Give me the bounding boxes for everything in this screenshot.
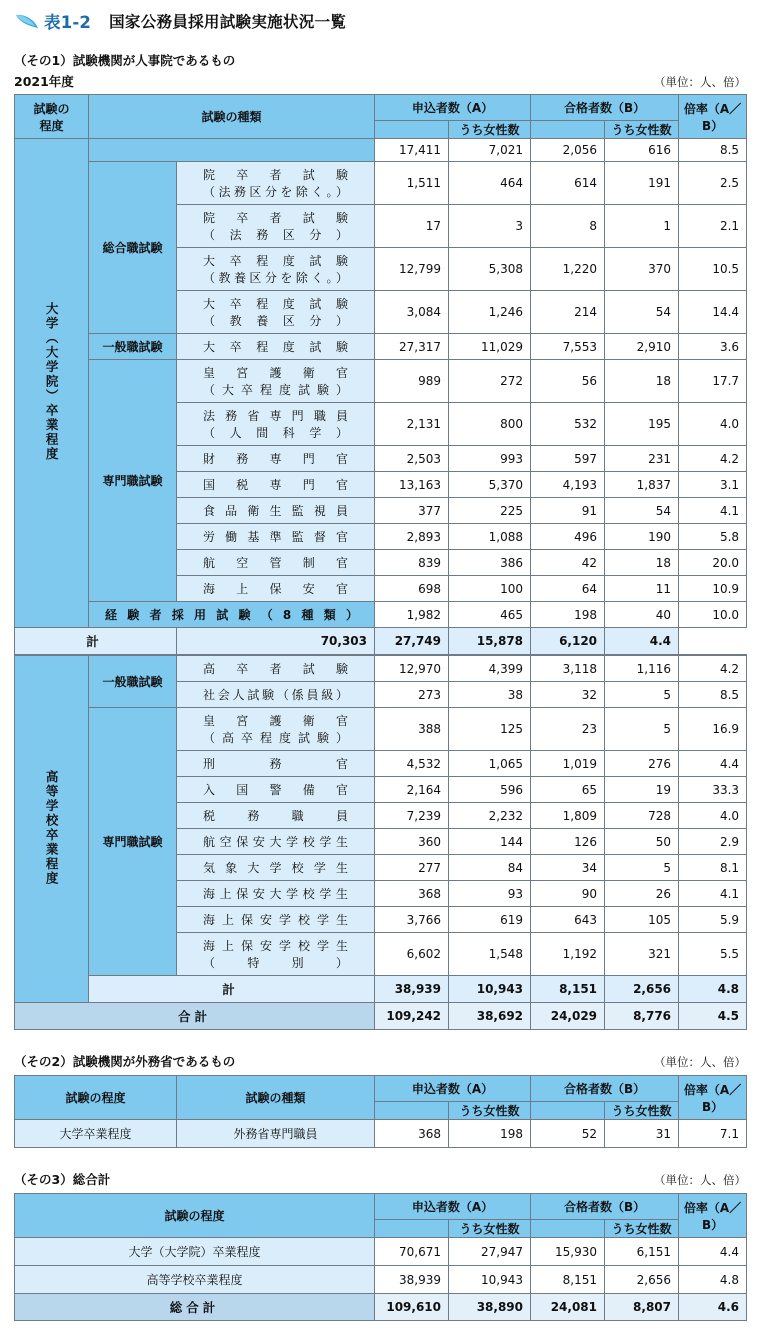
swoosh-icon	[14, 12, 40, 31]
cell-passers-female: 105	[605, 907, 679, 933]
col-applicants-female: うち女性数	[449, 1102, 531, 1120]
cell-applicants: 38,939	[375, 976, 449, 1003]
cell-passers: 7,553	[531, 334, 605, 360]
cell-category: 一般職試験	[89, 655, 177, 708]
col-degree-line2: 程度	[39, 118, 64, 133]
cell-ratio: 4.0	[679, 803, 747, 829]
cell-grand-total-label: 総合計	[15, 1294, 375, 1321]
cell-applicants-female: 198	[449, 1120, 531, 1148]
cell-exam-name: 国税専門官	[177, 472, 375, 498]
cell-exam-name: 院卒者試験 （法務区分）	[177, 205, 375, 248]
section1-fy-row	[14, 72, 746, 90]
cell-exam-name: 航空保安大学校学生	[177, 829, 375, 855]
cell-ratio: 4.4	[605, 628, 679, 656]
table-body	[15, 1238, 747, 1321]
cell-passers-female: 18	[605, 550, 679, 576]
table-header	[15, 1194, 747, 1238]
cell-applicants-female: 27,749	[375, 628, 449, 656]
cell-applicants-female: 1,065	[449, 751, 531, 777]
cell-passers: 214	[531, 291, 605, 334]
cell-experience-label: 経験者採用試験（8種類）	[89, 602, 375, 628]
col-passers-blank	[531, 121, 605, 139]
cell-ratio: 16.9	[679, 708, 747, 751]
cell-category: 一般職試験	[89, 334, 177, 360]
cell-passers: 15,878	[449, 628, 531, 656]
cell-passers-female: 191	[605, 162, 679, 205]
cell-applicants: 368	[375, 881, 449, 907]
table-row-grand-total	[15, 1294, 747, 1321]
cell-passers-female: 231	[605, 446, 679, 472]
cell-ratio: 10.9	[679, 576, 747, 602]
cell-applicants-female: 619	[449, 907, 531, 933]
cell-applicants-female: 4,399	[449, 655, 531, 682]
cell-applicants-female: 125	[449, 708, 531, 751]
cell-ratio: 4.4	[679, 1238, 747, 1266]
cell-passers: 23	[531, 708, 605, 751]
col-ratio: 倍率（A／B）	[679, 1076, 747, 1120]
col-degree-line1: 試験の	[33, 101, 70, 116]
cell-passers-female: 2,656	[605, 1266, 679, 1294]
cell-ratio: 10.5	[679, 248, 747, 291]
cell-applicants-female: 5,308	[449, 248, 531, 291]
cell-ratio: 4.4	[679, 751, 747, 777]
cell-ratio: 4.2	[679, 655, 747, 682]
cell-applicants-female: 144	[449, 829, 531, 855]
cell-passers-female: 728	[605, 803, 679, 829]
table-row	[15, 360, 747, 403]
cell-applicants-female: 84	[449, 855, 531, 881]
col-passers-female: うち女性数	[605, 121, 679, 139]
cell-applicants: 2,503	[375, 446, 449, 472]
cell-applicants: 12,799	[375, 248, 449, 291]
section3-unit: （単位：人、倍）	[654, 1173, 746, 1187]
cell-applicants-female: 27,947	[449, 1238, 531, 1266]
table-row	[15, 655, 747, 682]
table-section2	[14, 1075, 747, 1148]
cell-applicants: 70,303	[177, 628, 375, 656]
cell-exam-name: 財務専門官	[177, 446, 375, 472]
cell-applicants-female: 10,943	[449, 976, 531, 1003]
cell-applicants: 368	[375, 1120, 449, 1148]
cell-ratio: 2.9	[679, 829, 747, 855]
cell-exam-name: 皇宮護衛官 （大卒程度試験）	[177, 360, 375, 403]
cell-applicants-female: 38,692	[449, 1003, 531, 1030]
cell-applicants: 12,970	[375, 655, 449, 682]
cell-passers: 8	[531, 205, 605, 248]
col-applicants: 申込者数（A）	[375, 1076, 531, 1102]
cell-passers: 496	[531, 524, 605, 550]
cell-applicants: 2,164	[375, 777, 449, 803]
cell-applicants: 27,317	[375, 334, 449, 360]
cell-applicants: 3,084	[375, 291, 449, 334]
cell-degree-university	[15, 139, 89, 628]
cell-ratio: 4.2	[679, 446, 747, 472]
cell-passers: 24,029	[531, 1003, 605, 1030]
cell-ratio: 4.8	[679, 976, 747, 1003]
table-header	[15, 95, 747, 139]
col-kind: 試験の種類	[177, 1076, 375, 1120]
table-row	[15, 708, 747, 751]
cell-category: 専門職試験	[89, 708, 177, 976]
cell-applicants: 7,239	[375, 803, 449, 829]
cell-passers: 56	[531, 360, 605, 403]
cell-passers: 2,056	[531, 139, 605, 162]
cell-passers: 15,930	[531, 1238, 605, 1266]
cell-applicants: 6,602	[375, 933, 449, 976]
cell-passers: 643	[531, 907, 605, 933]
cell-degree: 高等学校卒業程度	[15, 1266, 375, 1294]
cell-passers-female: 5	[605, 855, 679, 881]
cell-applicants: 38,939	[375, 1266, 449, 1294]
cell-ratio: 4.5	[679, 1003, 747, 1030]
cell-category: 総合職試験	[89, 162, 177, 334]
col-applicants-female: うち女性数	[449, 1220, 531, 1238]
cell-applicants-female: 3	[449, 205, 531, 248]
cell-ratio: 14.4	[679, 291, 747, 334]
col-passers-female: うち女性数	[605, 1102, 679, 1120]
cell-applicants-female: 10,943	[449, 1266, 531, 1294]
cell-passers-female: 31	[605, 1120, 679, 1148]
cell-ratio: 4.6	[679, 1294, 747, 1321]
cell-applicants: 109,242	[375, 1003, 449, 1030]
table-section3	[14, 1193, 747, 1321]
cell-exam-name: 外務省専門職員	[177, 1120, 375, 1148]
cell-passers-female: 11	[605, 576, 679, 602]
section1-caption-row	[14, 51, 746, 69]
cell-passers: 34	[531, 855, 605, 881]
col-ratio: 倍率（A／B）	[679, 1194, 747, 1238]
cell-applicants: 1,982	[375, 602, 449, 628]
cell-passers-female: 26	[605, 881, 679, 907]
cell-passers-female: 50	[605, 829, 679, 855]
cell-passers-female: 321	[605, 933, 679, 976]
cell-exam-name: 海上保安学校学生	[177, 907, 375, 933]
cell-passers: 532	[531, 403, 605, 446]
col-degree	[15, 95, 89, 139]
cell-applicants-female: 272	[449, 360, 531, 403]
cell-passers: 42	[531, 550, 605, 576]
degree-label-vertical: 大学（大学院）卒業程度	[44, 301, 60, 462]
section2-caption: （その2）試験機関が外務省であるもの	[14, 1054, 236, 1069]
cell-passers: 8,151	[531, 1266, 605, 1294]
cell-exam-name: 労働基準監督官	[177, 524, 375, 550]
col-kind: 試験の種類	[89, 95, 375, 139]
cell-applicants-female: 465	[449, 602, 531, 628]
cell-exam-name: 社会人試験（係員級）	[177, 682, 375, 708]
cell-passers-female: 616	[605, 139, 679, 162]
cell-applicants: 1,511	[375, 162, 449, 205]
col-ratio: 倍率（A／B）	[679, 95, 747, 139]
cell-passers-female: 6,151	[605, 1238, 679, 1266]
cell-exam-name: 大卒程度試験	[177, 334, 375, 360]
cell-passers-female: 54	[605, 291, 679, 334]
col-applicants-female: うち女性数	[449, 121, 531, 139]
cell-passers-female: 19	[605, 777, 679, 803]
cell-applicants: 989	[375, 360, 449, 403]
cell-applicants-female: 993	[449, 446, 531, 472]
section1-caption: （その1）試験機関が人事院であるもの	[14, 53, 236, 68]
cell-ratio: 10.0	[679, 602, 747, 628]
cell-applicants: 698	[375, 576, 449, 602]
page-title	[14, 0, 746, 45]
cell-exam-name: 高卒者試験	[177, 655, 375, 682]
cell-passers-female: 190	[605, 524, 679, 550]
cell-applicants: 17,411	[375, 139, 449, 162]
table-number: 表1-2	[44, 13, 92, 32]
col-applicants-blank	[375, 1102, 449, 1120]
cell-ratio: 17.7	[679, 360, 747, 403]
table-row	[15, 1266, 747, 1294]
cell-passers: 1,809	[531, 803, 605, 829]
cell-passers: 65	[531, 777, 605, 803]
cell-applicants-female: 5,370	[449, 472, 531, 498]
cell-applicants: 4,532	[375, 751, 449, 777]
cell-ratio: 3.6	[679, 334, 747, 360]
cell-passers: 64	[531, 576, 605, 602]
col-applicants-blank	[375, 121, 449, 139]
fiscal-year: 2021年度	[14, 74, 74, 89]
cell-passers: 198	[531, 602, 605, 628]
cell-applicants: 70,671	[375, 1238, 449, 1266]
cell-applicants: 109,610	[375, 1294, 449, 1321]
cell-passers: 8,151	[531, 976, 605, 1003]
cell-category: 専門職試験	[89, 360, 177, 602]
cell-ratio: 5.8	[679, 524, 747, 550]
cell-applicants-female: 1,246	[449, 291, 531, 334]
cell-ratio: 2.1	[679, 205, 747, 248]
cell-applicants-female: 11,029	[449, 334, 531, 360]
cell-exam-name: 航空管制官	[177, 550, 375, 576]
col-passers-blank	[531, 1102, 605, 1120]
cell-ratio: 8.5	[679, 682, 747, 708]
cell-degree: 大学（大学院）卒業程度	[15, 1238, 375, 1266]
cell-grand-total-label: 合計	[15, 1003, 375, 1030]
cell-passers-female: 1,837	[605, 472, 679, 498]
section3-caption: （その3）総合計	[14, 1172, 111, 1187]
cell-passers-female: 8,807	[605, 1294, 679, 1321]
cell-applicants-female: 7,021	[449, 139, 531, 162]
cell-passers-female: 1	[605, 205, 679, 248]
cell-exam-name: 税務職員	[177, 803, 375, 829]
cell-ratio: 33.3	[679, 777, 747, 803]
section2-unit: （単位：人、倍）	[654, 1055, 746, 1069]
cell-applicants: 839	[375, 550, 449, 576]
cell-degree: 大学卒業程度	[15, 1120, 177, 1148]
cell-passers-female: 2,656	[605, 976, 679, 1003]
col-passers: 合格者数（B）	[531, 1076, 679, 1102]
table-row	[15, 334, 747, 360]
cell-ratio: 7.1	[679, 1120, 747, 1148]
cell-passers-female: 54	[605, 498, 679, 524]
cell-applicants: 2,893	[375, 524, 449, 550]
table-title-text: 国家公務員採用試験実施状況一覧	[109, 13, 347, 31]
cell-applicants-female: 464	[449, 162, 531, 205]
table-header	[15, 1076, 747, 1120]
section2-caption-row	[14, 1052, 746, 1070]
col-degree: 試験の程度	[15, 1076, 177, 1120]
section1-unit: （単位：人、倍）	[654, 75, 746, 89]
cell-passers-female: 6,120	[531, 628, 605, 656]
col-degree: 試験の程度	[15, 1194, 375, 1238]
cell-ratio: 20.0	[679, 550, 747, 576]
col-applicants: 申込者数（A）	[375, 1194, 531, 1220]
cell-passers: 614	[531, 162, 605, 205]
table-row	[15, 1120, 747, 1148]
table-row	[15, 1238, 747, 1266]
cell-passers-female: 40	[605, 602, 679, 628]
cell-passers-female: 195	[605, 403, 679, 446]
col-passers: 合格者数（B）	[531, 95, 679, 121]
cell-applicants-female: 38,890	[449, 1294, 531, 1321]
section3-caption-row	[14, 1170, 746, 1188]
cell-passers: 52	[531, 1120, 605, 1148]
cell-exam-name: 刑務官	[177, 751, 375, 777]
cell-passers: 91	[531, 498, 605, 524]
cell-passers: 1,220	[531, 248, 605, 291]
cell-passers: 1,192	[531, 933, 605, 976]
cell-passers: 90	[531, 881, 605, 907]
cell-applicants: 377	[375, 498, 449, 524]
table-body	[15, 139, 747, 1030]
cell-exam-name: 大卒程度試験 （教養区分を除く。）	[177, 248, 375, 291]
cell-passers: 597	[531, 446, 605, 472]
cell-ratio: 8.1	[679, 855, 747, 881]
cell-passers-female: 2,910	[605, 334, 679, 360]
degree-label-vertical: 高等学校卒業程度	[44, 769, 60, 886]
table-row-experience	[15, 602, 747, 628]
cell-passers-female: 1,116	[605, 655, 679, 682]
cell-exam-name: 気象大学校学生	[177, 855, 375, 881]
cell-applicants: 17	[375, 205, 449, 248]
col-passers-female: うち女性数	[605, 1220, 679, 1238]
cell-passers: 3,118	[531, 655, 605, 682]
cell-applicants: 2,131	[375, 403, 449, 446]
col-applicants: 申込者数（A）	[375, 95, 531, 121]
cell-applicants: 388	[375, 708, 449, 751]
cell-applicants: 273	[375, 682, 449, 708]
table-row	[15, 162, 747, 205]
cell-passers-female: 5	[605, 682, 679, 708]
cell-subtotal-label: 計	[15, 628, 177, 656]
cell-passers-female: 370	[605, 248, 679, 291]
cell-applicants: 277	[375, 855, 449, 881]
cell-applicants-female: 100	[449, 576, 531, 602]
cell-exam-name: 大卒程度試験 （教養区分）	[177, 291, 375, 334]
cell-category-blank	[89, 139, 375, 162]
cell-exam-name: 院卒者試験 （法務区分を除く。）	[177, 162, 375, 205]
cell-exam-name: 法務省専門職員 （人間科学）	[177, 403, 375, 446]
cell-ratio: 8.5	[679, 139, 747, 162]
cell-applicants-female: 1,548	[449, 933, 531, 976]
cell-ratio: 3.1	[679, 472, 747, 498]
cell-passers: 24,081	[531, 1294, 605, 1321]
cell-degree-highschool	[15, 655, 89, 1003]
cell-passers: 4,193	[531, 472, 605, 498]
cell-ratio: 4.8	[679, 1266, 747, 1294]
col-passers: 合格者数（B）	[531, 1194, 679, 1220]
cell-passers: 126	[531, 829, 605, 855]
cell-passers-female: 18	[605, 360, 679, 403]
cell-exam-name: 皇宮護衛官 （高卒程度試験）	[177, 708, 375, 751]
cell-applicants-female: 2,232	[449, 803, 531, 829]
cell-exam-name: 食品衛生監視員	[177, 498, 375, 524]
cell-passers-female: 5	[605, 708, 679, 751]
cell-passers: 1,019	[531, 751, 605, 777]
table-body	[15, 1120, 747, 1148]
cell-applicants-female: 38	[449, 682, 531, 708]
cell-applicants: 13,163	[375, 472, 449, 498]
cell-applicants: 360	[375, 829, 449, 855]
cell-applicants-female: 800	[449, 403, 531, 446]
cell-passers-female: 8,776	[605, 1003, 679, 1030]
cell-exam-name: 海上保安学校学生 （特別）	[177, 933, 375, 976]
cell-subtotal-label: 計	[89, 976, 375, 1003]
cell-ratio: 4.0	[679, 403, 747, 446]
table-section1	[14, 94, 747, 1030]
cell-passers-female: 276	[605, 751, 679, 777]
cell-applicants-female: 225	[449, 498, 531, 524]
cell-exam-name: 海上保安官	[177, 576, 375, 602]
cell-applicants-female: 1,088	[449, 524, 531, 550]
cell-ratio: 4.1	[679, 498, 747, 524]
table-row-grand-total	[15, 1003, 747, 1030]
cell-ratio: 5.5	[679, 933, 747, 976]
table-row-subtotal	[15, 628, 747, 656]
cell-exam-name: 海上保安大学校学生	[177, 881, 375, 907]
cell-applicants-female: 596	[449, 777, 531, 803]
cell-ratio: 5.9	[679, 907, 747, 933]
cell-ratio: 4.1	[679, 881, 747, 907]
cell-ratio: 2.5	[679, 162, 747, 205]
cell-applicants-female: 386	[449, 550, 531, 576]
cell-applicants-female: 93	[449, 881, 531, 907]
cell-passers: 32	[531, 682, 605, 708]
cell-applicants: 3,766	[375, 907, 449, 933]
table-row	[15, 139, 747, 162]
cell-exam-name: 入国警備官	[177, 777, 375, 803]
table-row-subtotal	[15, 976, 747, 1003]
